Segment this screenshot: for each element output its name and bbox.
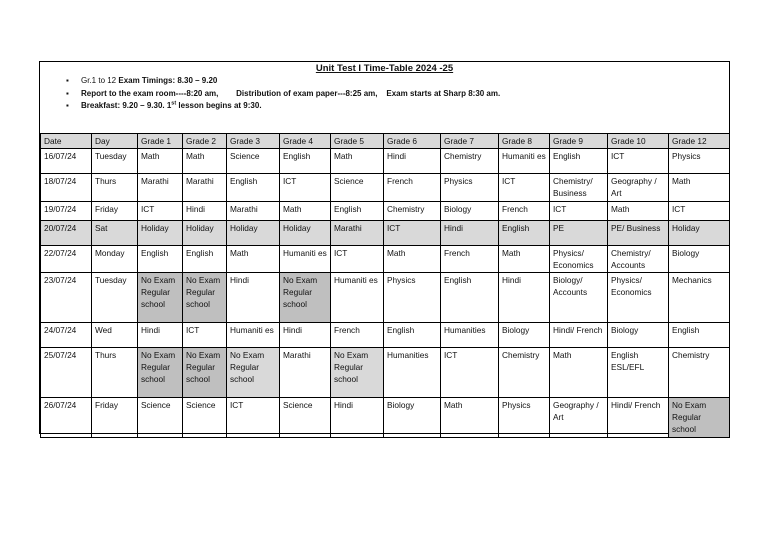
table-cell: English [669,323,730,348]
column-header: Grade 2 [183,134,227,149]
table-cell: PE/ Business [608,220,669,245]
note-report-times: ▪ Report to the exam room----8:20 am, Distribution of exam paper---8:25 am, Exam starts at Sharp 8:30 am. [66,88,500,101]
table-cell: No Exam Regular school [183,348,227,398]
table-cell: Holiday [280,220,331,245]
table-header [41,134,730,149]
column-header: Grade 12 [669,134,730,149]
table-cell: Marathi [280,348,331,398]
table-cell: French [331,323,384,348]
table-cell: 24/07/24 [41,323,92,348]
table-cell: Wed [92,323,138,348]
table-row [41,323,730,348]
table-cell: Biology [499,323,550,348]
table-cell: ICT [384,220,441,245]
table-cell: Physics/ Economics [608,273,669,323]
table-cell: Hindi [384,149,441,174]
table-cell: Math [550,348,608,398]
table-cell: Holiday [183,220,227,245]
table-cell: 16/07/24 [41,149,92,174]
exam-notes [66,75,500,113]
table-cell: Chemistry/ Business [550,174,608,201]
table-cell: ICT [183,323,227,348]
table-cell: Biology [669,245,730,272]
column-header: Grade 10 [608,134,669,149]
table-row [41,398,730,438]
table-cell: Humaniti es [331,273,384,323]
table-cell: Humaniti es [227,323,280,348]
table-cell: No Exam Regular school [138,348,183,398]
table-cell: Chemistry [499,348,550,398]
table-cell: 19/07/24 [41,201,92,220]
column-header: Grade 5 [331,134,384,149]
table-cell: ICT [138,201,183,220]
table-cell: Sat [92,220,138,245]
table-cell: Humanities [384,348,441,398]
table-cell: 18/07/24 [41,174,92,201]
table-cell: ICT [280,174,331,201]
table-cell: Humaniti es [280,245,331,272]
table-row [41,348,730,398]
table-cell: Hindi/ French [550,323,608,348]
table-body [41,149,730,437]
table-cell: 23/07/24 [41,273,92,323]
table-cell: ICT [550,201,608,220]
table-row [41,220,730,245]
table-cell: Geography / Art [608,174,669,201]
table-cell: Math [608,201,669,220]
table-cell: French [441,245,499,272]
table-cell: 26/07/24 [41,398,92,438]
table-cell: Mechanics [669,273,730,323]
table-cell: Biology [384,398,441,438]
column-header: Date [41,134,92,149]
table-cell: Hindi [138,323,183,348]
table-cell: Marathi [138,174,183,201]
column-header: Grade 4 [280,134,331,149]
table-cell: Math [384,245,441,272]
table-cell: Chemistry [669,348,730,398]
table-cell: English [441,273,499,323]
table-cell: Biology/ Accounts [550,273,608,323]
table-cell: Humanities [441,323,499,348]
table-cell: Science [183,398,227,438]
column-header: Day [92,134,138,149]
table-cell: Geography / Art [550,398,608,438]
table-cell: 20/07/24 [41,220,92,245]
table-cell: Thurs [92,348,138,398]
table-cell: Hindi [183,201,227,220]
table-cell: Hindi [499,273,550,323]
table-row [41,201,730,220]
table-cell: Math [669,174,730,201]
table-cell: 22/07/24 [41,245,92,272]
table-cell: ICT [441,348,499,398]
table-cell: No Exam Regular school [331,348,384,398]
table-cell: 25/07/24 [41,348,92,398]
table-cell: No Exam Regular school [138,273,183,323]
column-header: Grade 9 [550,134,608,149]
table-cell: Friday [92,201,138,220]
table-cell: Science [331,174,384,201]
column-header: Grade 6 [384,134,441,149]
table-cell: No Exam Regular school [669,398,730,438]
table-cell: English [227,174,280,201]
table-cell: Tuesday [92,273,138,323]
column-header: Grade 3 [227,134,280,149]
table-cell: Thurs [92,174,138,201]
table-cell: Math [227,245,280,272]
column-header: Grade 8 [499,134,550,149]
table-cell: Physics [384,273,441,323]
table-cell: Science [138,398,183,438]
table-cell: Hindi [331,398,384,438]
table-cell: Holiday [669,220,730,245]
table-cell: Physics [441,174,499,201]
table-cell: Chemistry/ Accounts [608,245,669,272]
timetable-document [39,61,730,434]
table-cell: English [550,149,608,174]
table-cell: French [499,201,550,220]
table-cell: English [280,149,331,174]
table-cell: Biology [441,201,499,220]
table-cell: ICT [227,398,280,438]
table-cell: PE [550,220,608,245]
table-cell: English [499,220,550,245]
page-title: Unit Test I Time-Table 2024 -25 [315,63,454,74]
table-cell: Hindi/ French [608,398,669,438]
table-cell: ICT [331,245,384,272]
table-row [41,149,730,174]
table-cell: Chemistry [384,201,441,220]
table-cell: English [331,201,384,220]
table-cell: Math [441,398,499,438]
table-cell: Hindi [280,323,331,348]
table-cell: Tuesday [92,149,138,174]
note-exam-timings: ▪ Gr.1 to 12 Exam Timings: 8.30 – 9.20 [66,75,500,88]
table-cell: Monday [92,245,138,272]
column-header: Grade 7 [441,134,499,149]
column-header: Grade 1 [138,134,183,149]
table-cell: Holiday [227,220,280,245]
table-cell: Math [331,149,384,174]
note-breakfast: ▪ Breakfast: 9.20 – 9.30. 1st lesson begins at 9:30. [66,100,500,113]
table-cell: Biology [608,323,669,348]
table-cell: Science [227,149,280,174]
table-cell: English [384,323,441,348]
table-row [41,273,730,323]
table-cell: English [183,245,227,272]
table-cell: Marathi [227,201,280,220]
table-cell: Marathi [183,174,227,201]
table-cell: No Exam Regular school [280,273,331,323]
table-cell: Marathi [331,220,384,245]
table-cell: Science [280,398,331,438]
table-cell: Friday [92,398,138,438]
table-cell: Math [183,149,227,174]
table-cell: English ESL/EFL [608,348,669,398]
table-cell: Math [499,245,550,272]
table-cell: ICT [608,149,669,174]
table-cell: Math [138,149,183,174]
table-cell: Chemistry [441,149,499,174]
table-cell: ICT [499,174,550,201]
table-cell: Physics [499,398,550,438]
table-cell: Holiday [138,220,183,245]
table-cell: French [384,174,441,201]
table-cell: Physics/ Economics [550,245,608,272]
table-cell: Physics [669,149,730,174]
table-cell: ICT [669,201,730,220]
table-cell: Math [280,201,331,220]
table-row [41,245,730,272]
table-cell: No Exam Regular school [227,348,280,398]
timetable [40,133,730,438]
table-cell: English [138,245,183,272]
table-cell: Humaniti es [499,149,550,174]
table-cell: Hindi [227,273,280,323]
table-row [41,174,730,201]
table-cell: No Exam Regular school [183,273,227,323]
table-cell: Hindi [441,220,499,245]
